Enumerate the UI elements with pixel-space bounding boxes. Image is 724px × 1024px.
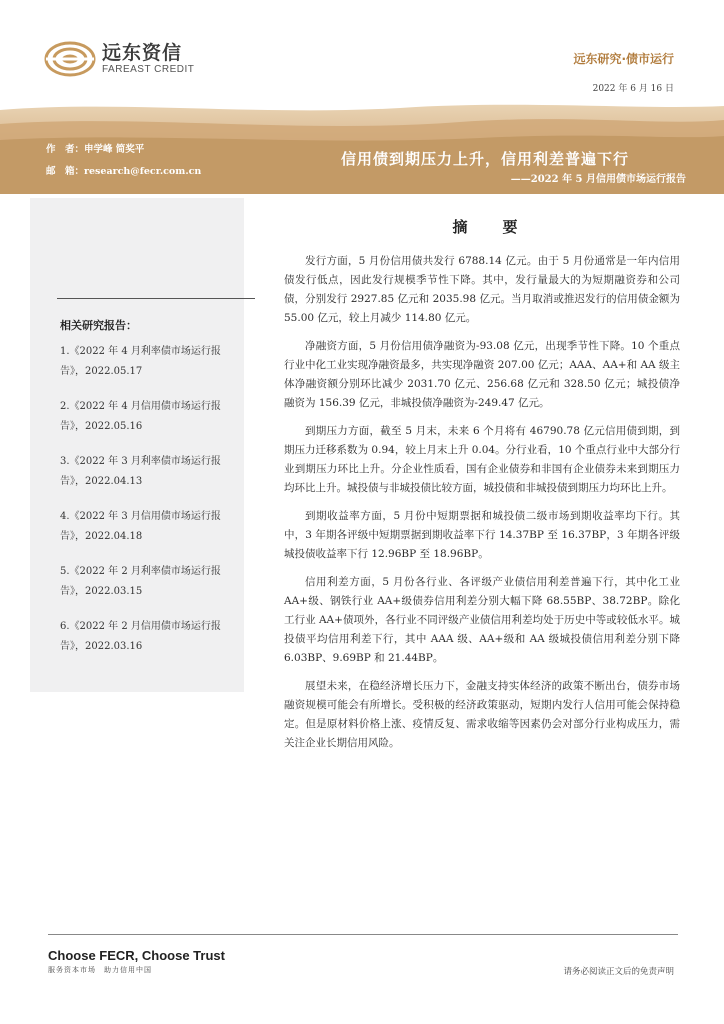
abstract-paragraph-spread: 信用利差方面，5 月份各行业、各评级产业债信用利差普遍下行，其中化工业 AA+级、钢铁行业 AA+级债券信用利差分别大幅下降 68.55BP、38.72BP。除化工行业 AA+债项外，各行业不同评级产业债信用利差均处于历史中等或较低水平。城投债平均信用利差下行，其中 AAA 级、AA+级和 AA 级城投债信用利差分别下降 6.03BP、9.69BP 和 21.44BP。 bbox=[284, 576, 680, 664]
related-report-item[interactable]: 5.《2022 年 2 月利率债市场运行报告》，2022.03.15 bbox=[60, 566, 221, 597]
related-report-item[interactable]: 1.《2022 年 4 月利率债市场运行报告》，2022.05.17 bbox=[60, 346, 221, 377]
abstract-paragraph-outlook: 展望未来，在稳经济增长压力下，金融支持实体经济的政策不断出台，债券市场融资规模可能会有所增长。受积极的经济政策驱动，短期内发行人信用可能会保持稳定。但是原材料价格上涨、疫情反复、需求收缩等因素仍会对部分行业构成压力，需关注企业长期信用风险。 bbox=[284, 680, 680, 749]
report-date: 2022 年 6 月 16 日 bbox=[592, 84, 674, 94]
abstract-paragraph-net-financing: 净融资方面，5 月份信用债净融资为-93.08 亿元，出现季节性下降。10 个重点行业中化工业实现净融资最多，共实现净融资 207.00 亿元；AAA、AA+和 AA 级主体净融资额分别环比减少 2031.70 亿元、256.68 亿元和 328.50 亿元；城投债净融资为 156.39 亿元，非城投债净融资为-249.47 亿元。 bbox=[284, 340, 680, 409]
abstract-heading: 摘 要 bbox=[452, 218, 528, 236]
sidebar-divider bbox=[57, 298, 255, 299]
abstract-paragraph-maturity: 到期压力方面，截至 5 月末，未来 6 个月将有 46790.78 亿元信用债到期，到期压力迁移系数为 0.94，较上月末上升 0.04。分行业看，10 个重点行业中大部分行业到期压力环比上升。分企业性质看，国有企业债券和非国有企业债券未来到期压力均环比上升。城投债与非城投债比较方面，城投债和非城投债到期压力均环比上升。 bbox=[284, 425, 680, 494]
email-line: 邮 箱：research@fecr.com.cn bbox=[46, 166, 202, 177]
footer-disclaimer[interactable]: 请务必阅读正文后的免责声明 bbox=[563, 967, 674, 977]
report-title: 信用债到期压力上升，信用利差普遍下行 bbox=[340, 150, 629, 168]
related-reports-sidebar bbox=[30, 198, 244, 692]
report-subtitle: ——2022 年 5 月信用债市场运行报告 bbox=[510, 174, 686, 185]
abstract-body bbox=[284, 252, 680, 762]
logo-english-name: FAREAST CREDIT bbox=[102, 64, 195, 75]
logo-mark-icon bbox=[44, 40, 96, 78]
abstract-paragraph-issuance: 发行方面，5 月份信用债共发行 6788.14 亿元。由于 5 月份通常是一年内信用债发行低点，因此发行规模季节性下降。其中，发行量最大的为短期融资券和公司债，分别发行 2927.85 亿元和 2035.98 亿元。当月取消或推迟发行的信用债金额为 55.00 亿元，较上月减少 114.80 亿元。 bbox=[284, 255, 680, 324]
related-reports-list bbox=[60, 342, 240, 672]
related-report-item[interactable]: 4.《2022 年 3 月信用债市场运行报告》，2022.04.18 bbox=[60, 511, 221, 542]
logo-chinese-name: 远东资信 bbox=[102, 42, 183, 64]
related-report-item[interactable]: 2.《2022 年 4 月信用债市场运行报告》，2022.05.16 bbox=[60, 401, 221, 432]
abstract-paragraph-yield: 到期收益率方面，5 月份中短期票据和城投债二级市场到期收益率均下行。其中，3 年期各评级中短期票据到期收益率下行 14.37BP 至 16.37BP，3 年期各评级城投债收益率下行 12.96BP 至 18.96BP。 bbox=[284, 510, 680, 560]
related-report-item[interactable]: 3.《2022 年 3 月利率债市场运行报告》，2022.04.13 bbox=[60, 456, 221, 487]
related-report-item[interactable]: 6.《2022 年 2 月信用债市场运行报告》，2022.03.16 bbox=[60, 621, 221, 652]
footer-slogan-sub: 服务资本市场 助力信用中国 bbox=[48, 966, 152, 974]
company-logo bbox=[44, 40, 194, 78]
report-series: 远东研究·债市运行 bbox=[573, 52, 674, 66]
footer-slogan: Choose FECR, Choose Trust bbox=[48, 948, 225, 963]
author-line: 作 者：申学峰 简奖平 bbox=[46, 144, 145, 155]
footer-divider bbox=[48, 934, 678, 935]
sidebar-title: 相关研究报告： bbox=[60, 319, 137, 332]
